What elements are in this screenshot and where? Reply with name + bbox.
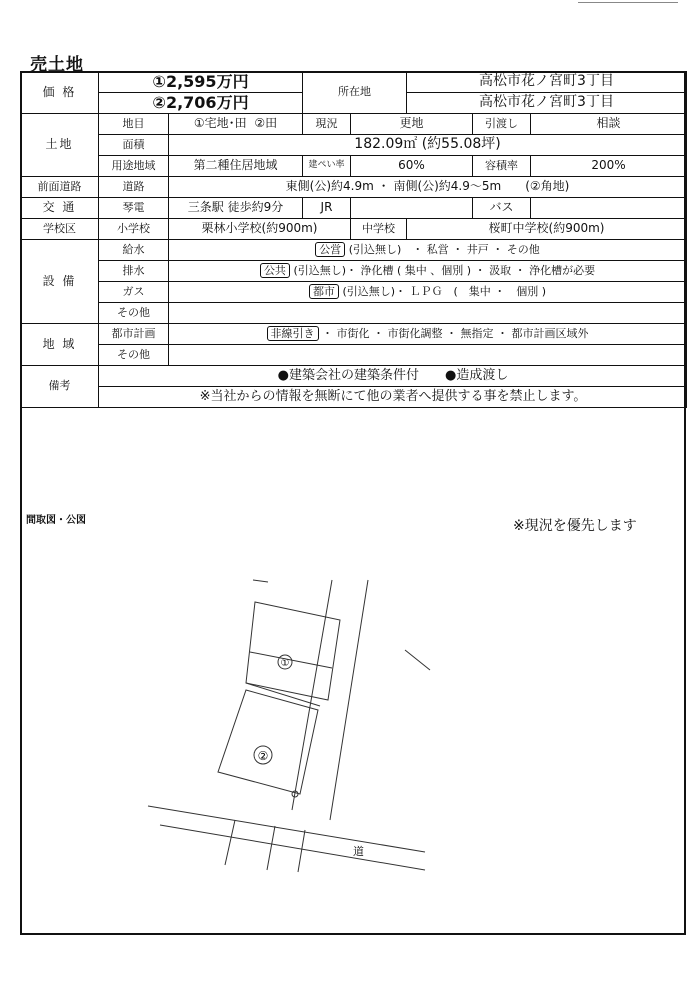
- far-value: 200%: [531, 156, 687, 177]
- jr-value: [351, 198, 473, 219]
- city-plan-label: 都市計画: [99, 324, 169, 345]
- far-label: 容積率: [473, 156, 531, 177]
- lot-1-label: ①: [280, 658, 290, 669]
- tick-a: [225, 820, 235, 865]
- road-tick: [405, 650, 430, 670]
- city-plan-row: [21, 324, 687, 345]
- zone-value: 第二種住居地域: [169, 156, 303, 177]
- gas-selected: 都市: [309, 284, 339, 299]
- transport-row: [21, 198, 687, 219]
- remarks-line-1: ●建築会社の建築条件付 ●造成渡し: [99, 366, 687, 387]
- price-2: ②2,706万円: [99, 93, 303, 114]
- lot-2-outline: [218, 690, 318, 794]
- road-sub-label: 道路: [99, 177, 169, 198]
- water-rest: (引込無し) ・ 私営 ・ 井戸 ・ その他: [348, 242, 540, 256]
- page-title: 売土地: [30, 55, 84, 75]
- land-label: 土地: [21, 114, 99, 177]
- genkyo-label: 現況: [303, 114, 351, 135]
- land-row-chimoku: [21, 114, 687, 135]
- water-value: [169, 240, 687, 261]
- price-label: 価 格: [21, 72, 99, 114]
- land-row-area: [21, 135, 687, 156]
- remarks-row-1: [21, 366, 687, 387]
- remarks-label: 備考: [21, 366, 99, 408]
- facility-other-value: [169, 303, 687, 324]
- facility-other-label: その他: [99, 303, 169, 324]
- zone-other-row: [21, 345, 687, 366]
- drain-label: 排水: [99, 261, 169, 282]
- road-label: 前面道路: [21, 177, 99, 198]
- road-value: 東側(公)約4.9m ・ 南側(公)約4.9～5m (②角地): [169, 177, 687, 198]
- lot-1-bottom: [246, 683, 320, 706]
- zone-other-label: その他: [99, 345, 169, 366]
- city-plan-selected: 非線引き: [267, 326, 319, 341]
- jr-label: JR: [303, 198, 351, 219]
- land-row-zone: [21, 156, 687, 177]
- south-road-south-edge: [160, 825, 425, 870]
- genkyo-value: 更地: [351, 114, 473, 135]
- drain-value: [169, 261, 687, 282]
- property-table: [20, 71, 687, 408]
- transport-station: 三条駅 徒歩約9分: [169, 198, 303, 219]
- gas-rest: (引込無し)・ ＬＰＧ ( 集中 ・ 個別 ): [342, 284, 547, 298]
- coverage-label: 建ぺい率: [303, 156, 351, 177]
- city-plan-rest: ・ 市街化 ・ 市街化調整 ・ 無指定 ・ 都市計画区域外: [322, 326, 589, 340]
- chimoku-label: 地目: [99, 114, 169, 135]
- city-plan-value: [169, 324, 687, 345]
- drain-row: [21, 261, 687, 282]
- elem-label: 小学校: [99, 219, 169, 240]
- zone-other-value: [169, 345, 687, 366]
- road-edge-east: [330, 580, 368, 820]
- school-label: 学校区: [21, 219, 99, 240]
- plan-note: ※現況を優先します: [513, 518, 637, 534]
- drain-selected: 公共: [260, 263, 290, 278]
- water-selected: 公営: [315, 242, 345, 257]
- area-value: 182.09㎡ (約55.08坪): [169, 135, 687, 156]
- remarks-line-2: ※当社からの情報を無断にて他の業者へ提供する事を禁止します。: [99, 387, 687, 408]
- lot-2-label: ②: [257, 749, 269, 763]
- transport-label: 交 通: [21, 198, 99, 219]
- school-row: [21, 219, 687, 240]
- chimoku-2: ②田: [254, 116, 278, 131]
- facility-other-row: [21, 303, 687, 324]
- gas-row: [21, 282, 687, 303]
- tick-c: [298, 830, 305, 872]
- gas-value: [169, 282, 687, 303]
- remarks-row-2: [21, 387, 687, 408]
- transport-line: 琴電: [99, 198, 169, 219]
- area-zone-label: 地 域: [21, 324, 99, 366]
- chimoku-1: ①宅地･田: [193, 116, 247, 131]
- location-2: 高松市花ノ宮町3丁目: [407, 93, 687, 114]
- bus-label: バス: [473, 198, 531, 219]
- chimoku-value: [169, 114, 303, 135]
- coverage-value: 60%: [351, 156, 473, 177]
- price-1: ①2,595万円: [99, 72, 303, 93]
- price-row-1: [21, 72, 687, 93]
- gas-label: ガス: [99, 282, 169, 303]
- top-tick: [253, 580, 268, 582]
- area-label: 面積: [99, 135, 169, 156]
- jhs-value: 桜町中学校(約900m): [407, 219, 687, 240]
- hikiwatashi-value: 相談: [531, 114, 687, 135]
- road-row: [21, 177, 687, 198]
- site-plan-drawing: [20, 520, 686, 920]
- drain-rest: (引込無し)・ 浄化槽 ( 集中 、個別 ) ・ 汲取 ・ 浄化槽が必要: [293, 263, 596, 277]
- bus-value: [531, 198, 687, 219]
- road-label: 道: [353, 845, 364, 858]
- water-row: [21, 240, 687, 261]
- lot-1-outline: [246, 602, 340, 700]
- location-1: 高松市花ノ宮町3丁目: [407, 72, 687, 93]
- tick-b: [267, 826, 275, 870]
- corner-line: [578, 2, 678, 3]
- elem-value: 栗林小学校(約900m): [169, 219, 351, 240]
- location-label: 所在地: [303, 72, 407, 114]
- south-road-north-edge: [148, 806, 425, 852]
- jhs-label: 中学校: [351, 219, 407, 240]
- hikiwatashi-label: 引渡し: [473, 114, 531, 135]
- plan-label: 間取図・公図: [26, 515, 86, 526]
- facilities-label: 設 備: [21, 240, 99, 324]
- water-label: 給水: [99, 240, 169, 261]
- zone-label: 用途地域: [99, 156, 169, 177]
